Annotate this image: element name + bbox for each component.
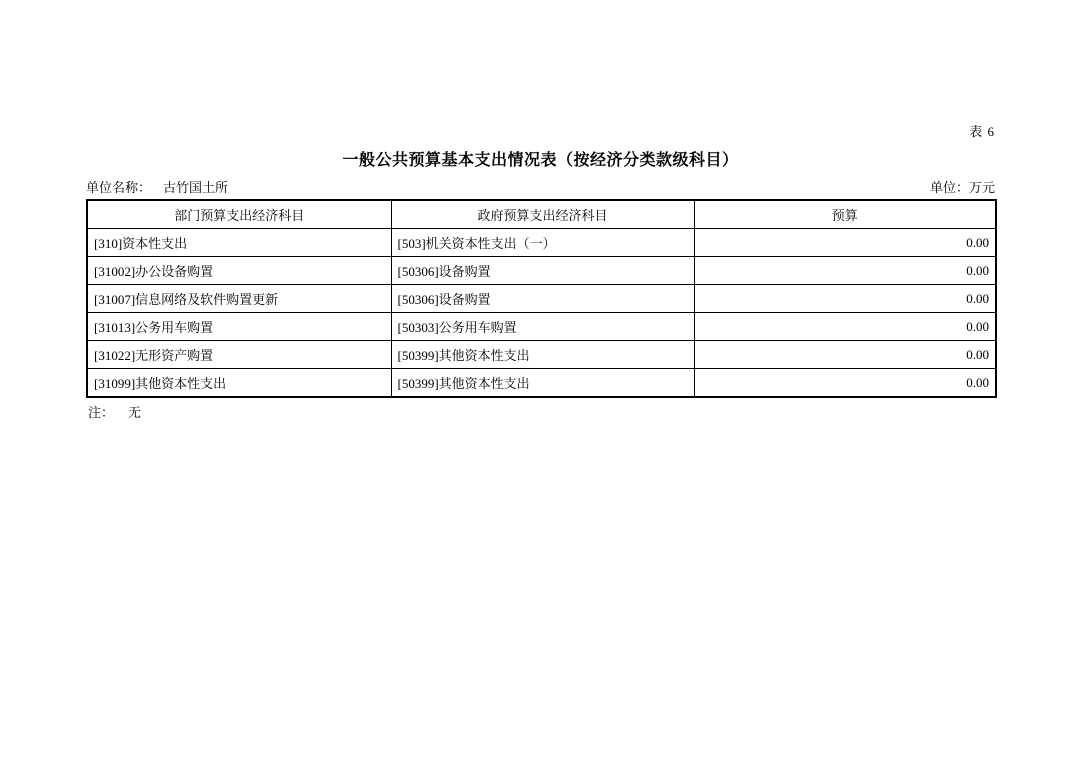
unit-name-value: 古竹国土所: [163, 180, 229, 195]
gov-category-cell: [50399]其他资本性支出: [391, 369, 694, 398]
dept-category-cell: [31099]其他资本性支出: [87, 369, 391, 398]
gov-category-cell: [503]机关资本性支出（一）: [391, 229, 694, 257]
table-row: [87, 257, 996, 285]
note-value: 无: [128, 405, 142, 420]
header-budget: 预算: [694, 200, 996, 229]
table-row: [87, 313, 996, 341]
currency-unit-label: 单位：万元: [929, 180, 995, 195]
budget-value-cell: 0.00: [694, 341, 996, 369]
gov-category-cell: [50306]设备购置: [391, 257, 694, 285]
budget-value-cell: 0.00: [694, 285, 996, 313]
dept-category-cell: [31013]公务用车购置: [87, 313, 391, 341]
meta-row: [86, 177, 995, 196]
table-number-label: 表 6: [969, 124, 995, 139]
note-row: [88, 402, 141, 421]
table-row: [87, 341, 996, 369]
gov-category-cell: [50399]其他资本性支出: [391, 341, 694, 369]
dept-category-cell: [31002]办公设备购置: [87, 257, 391, 285]
unit-name-label: 单位名称：: [86, 180, 152, 195]
dept-category-cell: [31022]无形资产购置: [87, 341, 391, 369]
dept-category-cell: [31007]信息网络及软件购置更新: [87, 285, 391, 313]
budget-value-cell: 0.00: [694, 369, 996, 398]
budget-table: [86, 199, 997, 398]
header-gov-category: 政府预算支出经济科目: [391, 200, 694, 229]
table-header-row: [87, 200, 996, 229]
unit-name-group: [86, 177, 228, 196]
budget-value-cell: 0.00: [694, 257, 996, 285]
budget-value-cell: 0.00: [694, 229, 996, 257]
page-title: 一般公共预算基本支出情况表（按经济分类款级科目）: [342, 152, 739, 169]
note-label: 注：: [88, 405, 115, 420]
dept-category-cell: [310]资本性支出: [87, 229, 391, 257]
gov-category-cell: [50306]设备购置: [391, 285, 694, 313]
gov-category-cell: [50303]公务用车购置: [391, 313, 694, 341]
table-row: [87, 229, 996, 257]
budget-value-cell: 0.00: [694, 313, 996, 341]
table-row: [87, 285, 996, 313]
table-row: [87, 369, 996, 398]
header-dept-category: 部门预算支出经济科目: [87, 200, 391, 229]
